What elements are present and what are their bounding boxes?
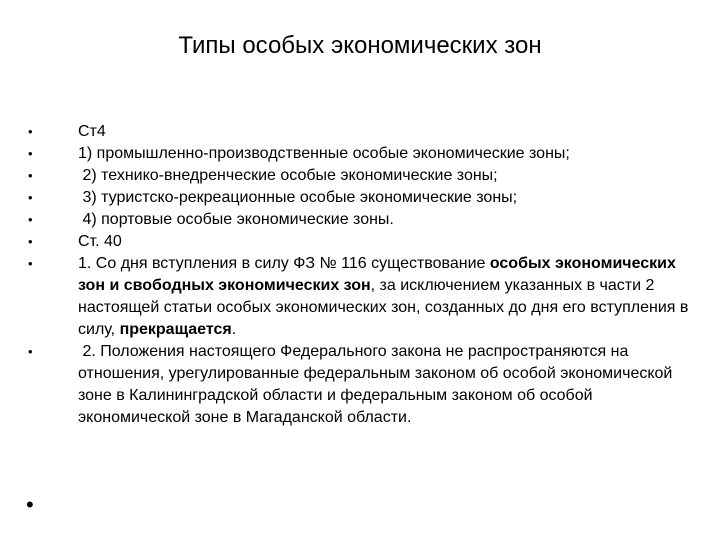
bullet-icon: • (28, 146, 33, 161)
list-item-text (78, 253, 700, 341)
bullet-icon: • (28, 124, 33, 139)
bullet-icon: • (28, 256, 33, 271)
bullet-icon: • (28, 190, 33, 205)
list-item (28, 253, 700, 341)
list-item (28, 165, 700, 187)
list-item-text: 2. Положения настоящего Федерального закона не распространяются на отношения, урегулированные федеральным законом об особой экономической зоне в Калининградской области и федеральным законом об особой экономической зоне в Магаданской области. (78, 343, 677, 426)
bold-text-segment: особых экономических зон и свободных экономических зон (78, 255, 681, 294)
list-item-text: 4) портовые особые экономические зоны. (78, 211, 394, 228)
list-item-text: 3) туристско-рекреационные особые экономические зоны; (78, 189, 518, 206)
list-item (28, 209, 700, 231)
list-item (28, 143, 700, 165)
list-item-text: Ст. 40 (78, 233, 122, 250)
list-item-text: Ст4 (78, 123, 106, 140)
bullet-icon: • (28, 234, 33, 249)
text-segment: , за исключением указанных в части 2 настоящей статьи особых экономических зон, созданных до дня его вступления в силу, (78, 277, 693, 338)
list-item-text: 2) технико-внедренческие особые экономические зоны; (78, 167, 498, 184)
list-item (28, 121, 700, 143)
slide-title: Типы особых экономических зон (178, 32, 542, 59)
list-item (28, 231, 700, 253)
list-item-text: 1) промышленно-производственные особые экономические зоны; (78, 145, 570, 162)
bullet-icon: • (28, 212, 33, 227)
list-item (28, 187, 700, 209)
list-item (28, 341, 700, 429)
empty-bullet-icon: • (26, 492, 34, 517)
bullet-icon: • (28, 344, 33, 359)
bold-text-segment: прекращается (119, 321, 232, 338)
text-segment: 1. Со дня вступления в силу ФЗ № 116 существование (78, 255, 490, 272)
bullet-list (28, 121, 700, 429)
bullet-icon: • (28, 168, 33, 183)
text-segment: . (231, 321, 237, 338)
